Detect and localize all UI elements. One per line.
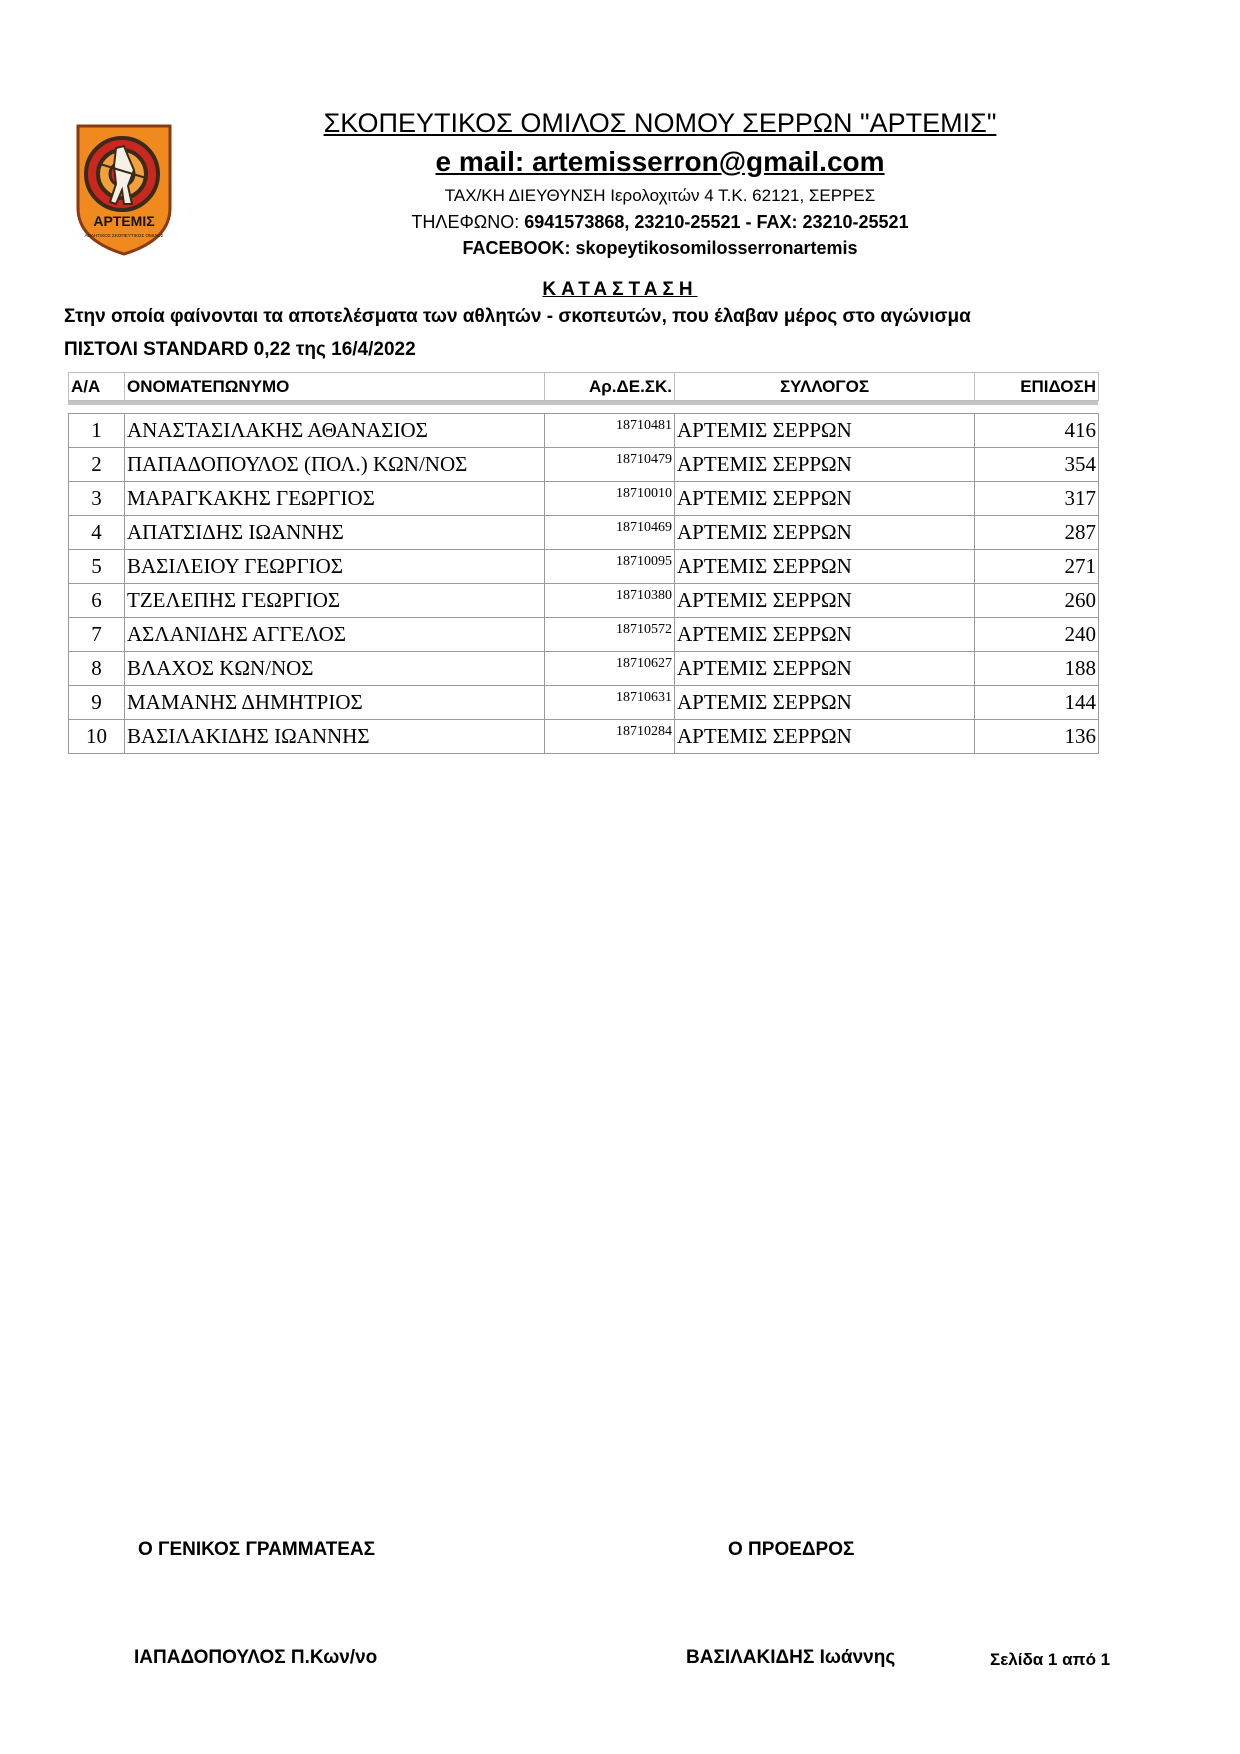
table-row (69, 686, 1099, 720)
cell-no: 3 (69, 482, 125, 516)
cell-name: ΜΑΡΑΓΚΑΚΗΣ ΓΕΩΡΓΙΟΣ (125, 482, 545, 516)
cell-club: ΑΡΤΕΜΙΣ ΣΕΡΡΩΝ (675, 720, 975, 754)
cell-id: 18710284 (545, 720, 675, 754)
cell-no: 2 (69, 448, 125, 482)
cell-id: 18710479 (545, 448, 675, 482)
cell-score: 416 (975, 414, 1099, 448)
table-row (69, 652, 1099, 686)
cell-id: 18710481 (545, 414, 675, 448)
cell-club: ΑΡΤΕΜΙΣ ΣΕΡΡΩΝ (675, 686, 975, 720)
cell-id: 18710627 (545, 652, 675, 686)
secretary-name: ΙΑΠΑΔΟΠΟΥΛΟΣ Π.Κων/νο (134, 1647, 378, 1668)
column-header-name: ΟΝΟΜΑΤΕΠΩΝΥΜΟ (125, 373, 545, 401)
cell-club: ΑΡΤΕΜΙΣ ΣΕΡΡΩΝ (675, 652, 975, 686)
table-row (69, 516, 1099, 550)
table-row (69, 720, 1099, 754)
cell-no: 8 (69, 652, 125, 686)
cell-no: 10 (69, 720, 125, 754)
column-header-id: Αρ.ΔΕ.ΣΚ. (545, 373, 675, 401)
table-row (69, 550, 1099, 584)
results-table-header (68, 372, 1099, 401)
table-row (69, 584, 1099, 618)
page-number: Σελίδα 1 από 1 (990, 1650, 1111, 1669)
logo-text: ΑΡΤΕΜΙΣ (93, 213, 155, 229)
cell-score: 287 (975, 516, 1099, 550)
cell-score: 188 (975, 652, 1099, 686)
results-body (69, 414, 1099, 754)
header-separator (68, 401, 1098, 405)
cell-id: 18710010 (545, 482, 675, 516)
club-name: ΣΚΟΠΕΥΤΙΚΟΣ ΟΜΙΛΟΣ ΝΟΜΟΥ ΣΕΡΡΩΝ "ΑΡΤΕΜΙΣ" (323, 108, 997, 138)
column-header-no: Α/Α (69, 373, 125, 401)
phone-label: ΤΗΛΕΦΩΝΟ: (411, 212, 520, 232)
cell-name: ΑΣΛΑΝΙΔΗΣ ΑΓΓΕΛΟΣ (125, 618, 545, 652)
president-name: ΒΑΣΙΛΑΚΙΔΗΣ Ιωάννης (686, 1647, 896, 1668)
cell-club: ΑΡΤΕΜΙΣ ΣΕΡΡΩΝ (675, 550, 975, 584)
cell-club: ΑΡΤΕΜΙΣ ΣΕΡΡΩΝ (675, 516, 975, 550)
cell-club: ΑΡΤΕΜΙΣ ΣΕΡΡΩΝ (675, 584, 975, 618)
logo-subtext: ΑΘΛΗΤΙΚΟΣ ΣΚΟΠΕΥΤΙΚΟΣ ΟΜΙΛΟΣ (84, 233, 164, 238)
cell-name: ΜΑΜΑΝΗΣ ΔΗΜΗΤΡΙΟΣ (125, 686, 545, 720)
table-row (69, 448, 1099, 482)
cell-score: 354 (975, 448, 1099, 482)
cell-id: 18710380 (545, 584, 675, 618)
cell-name: ΒΑΣΙΛΑΚΙΔΗΣ ΙΩΑΝΝΗΣ (125, 720, 545, 754)
event-title: ΠΙΣΤΟΛΙ STANDARD 0,22 της 16/4/2022 (64, 339, 416, 360)
cell-score: 144 (975, 686, 1099, 720)
cell-club: ΑΡΤΕΜΙΣ ΣΕΡΡΩΝ (675, 414, 975, 448)
cell-id: 18710469 (545, 516, 675, 550)
cell-name: ΠΑΠΑΔΟΠΟΥΛΟΣ (ΠΟΛ.) ΚΩΝ/ΝΟΣ (125, 448, 545, 482)
table-row (69, 414, 1099, 448)
cell-no: 5 (69, 550, 125, 584)
cell-club: ΑΡΤΕΜΙΣ ΣΕΡΡΩΝ (675, 448, 975, 482)
cell-score: 317 (975, 482, 1099, 516)
email-line[interactable]: e mail: artemisserron@gmail.com (435, 146, 885, 177)
cell-no: 9 (69, 686, 125, 720)
cell-no: 7 (69, 618, 125, 652)
column-header-score: ΕΠΙΔΟΣΗ (975, 373, 1099, 401)
cell-score: 271 (975, 550, 1099, 584)
cell-name: ΑΠΑΤΣΙΔΗΣ ΙΩΑΝΝΗΣ (125, 516, 545, 550)
cell-club: ΑΡΤΕΜΙΣ ΣΕΡΡΩΝ (675, 482, 975, 516)
facebook-line: FACEBOOK: skopeytikosomilosserronartemis (462, 238, 858, 258)
results-table (68, 413, 1099, 754)
club-logo (72, 116, 176, 256)
cell-name: ΒΑΣΙΛΕΙΟΥ ΓΕΩΡΓΙΟΣ (125, 550, 545, 584)
cell-no: 6 (69, 584, 125, 618)
cell-name: ΒΛΑΧΟΣ ΚΩΝ/ΝΟΣ (125, 652, 545, 686)
phone-line (250, 212, 1070, 233)
cell-id: 18710095 (545, 550, 675, 584)
table-row (69, 618, 1099, 652)
cell-no: 1 (69, 414, 125, 448)
president-title: Ο ΠΡΟΕΔΡΟΣ (728, 1539, 855, 1560)
cell-score: 240 (975, 618, 1099, 652)
cell-name: ΑΝΑΣΤΑΣΙΛΑΚΗΣ ΑΘΑΝΑΣΙΟΣ (125, 414, 545, 448)
cell-no: 4 (69, 516, 125, 550)
column-header-club: ΣΥΛΛΟΓΟΣ (675, 373, 975, 401)
table-row (69, 482, 1099, 516)
cell-score: 260 (975, 584, 1099, 618)
cell-score: 136 (975, 720, 1099, 754)
secretary-title: Ο ΓΕΝΙΚΟΣ ΓΡΑΜΜΑΤΕΑΣ (138, 1539, 376, 1560)
document-description: Στην οποία φαίνονται τα αποτελέσματα των αθλητών - σκοπευτών, που έλαβαν μέρος στο αγώνισμα (64, 306, 971, 327)
cell-id: 18710572 (545, 618, 675, 652)
phone-value: 6941573868, 23210-25521 - FAX: 23210-25521 (519, 212, 909, 232)
document-title: ΚΑΤΑΣΤΑΣΗ (542, 279, 698, 300)
address-line: ΤΑΧ/ΚΗ ΔΙΕΥΘΥΝΣΗ Ιερολοχιτών 4 Τ.Κ. 62121, ΣΕΡΡΕΣ (444, 186, 876, 205)
header-row (69, 373, 1099, 401)
cell-club: ΑΡΤΕΜΙΣ ΣΕΡΡΩΝ (675, 618, 975, 652)
cell-id: 18710631 (545, 686, 675, 720)
cell-name: ΤΖΕΛΕΠΗΣ ΓΕΩΡΓΙΟΣ (125, 584, 545, 618)
